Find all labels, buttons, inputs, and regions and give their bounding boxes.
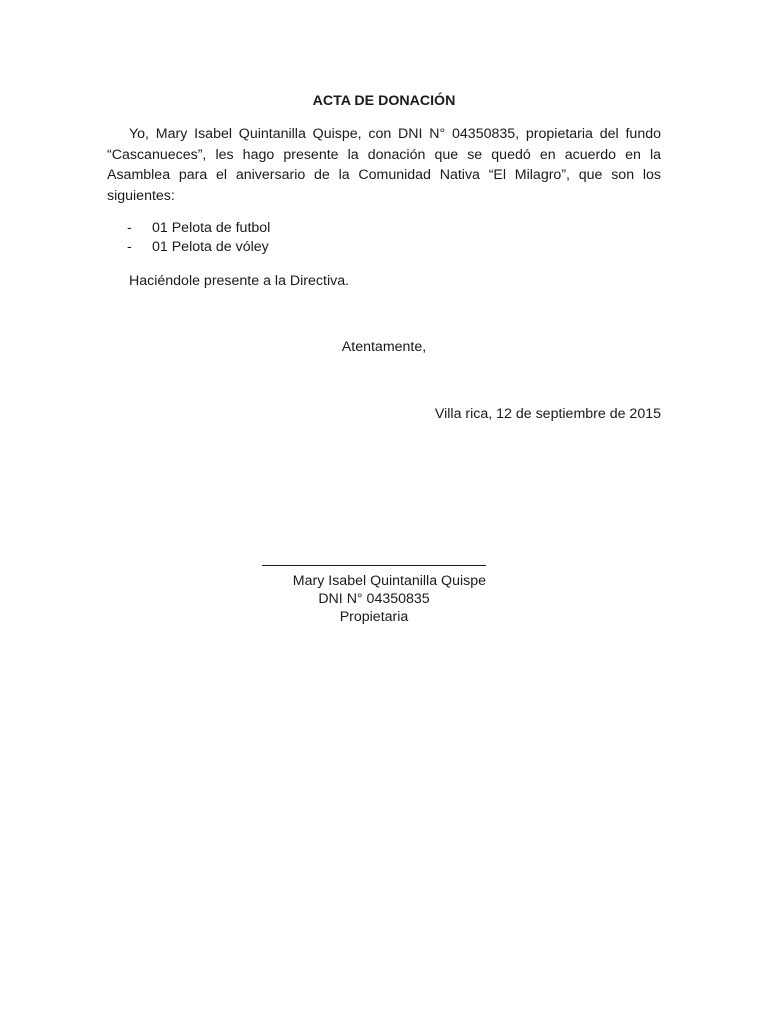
document-title: ACTA DE DONACIÓN [312, 93, 456, 109]
place-date: Villa rica, 12 de septiembre de 2015 [434, 406, 661, 422]
signature-name: Mary Isabel Quintanilla Quispe [292, 573, 486, 589]
list-bullet: - [127, 239, 132, 255]
signature-dni: DNI N° 04350835 [318, 591, 430, 607]
signature-block [262, 565, 486, 626]
body-paragraph: Yo, Mary Isabel Quintanilla Quispe, con DNI N° 04350835, propietaria del fundo “Cascanueces”, les hago presente la donación que se quedó en acuerdo en la Asamblea para el aniversario de la Comunidad Nativa “El Milagro”, que son los siguientes: [107, 126, 661, 204]
list-item [127, 238, 270, 257]
signature-line [262, 565, 486, 566]
salutation: Atentamente, [341, 339, 427, 355]
list-item [127, 219, 270, 238]
list-item-text: 01 Pelota de vóley [152, 239, 269, 255]
signature-role: Propietaria [339, 609, 409, 625]
closing-line: Haciéndole presente a la Directiva. [129, 273, 350, 289]
list-bullet: - [127, 220, 132, 236]
donation-list [127, 219, 270, 257]
list-item-text: 01 Pelota de futbol [152, 220, 271, 236]
